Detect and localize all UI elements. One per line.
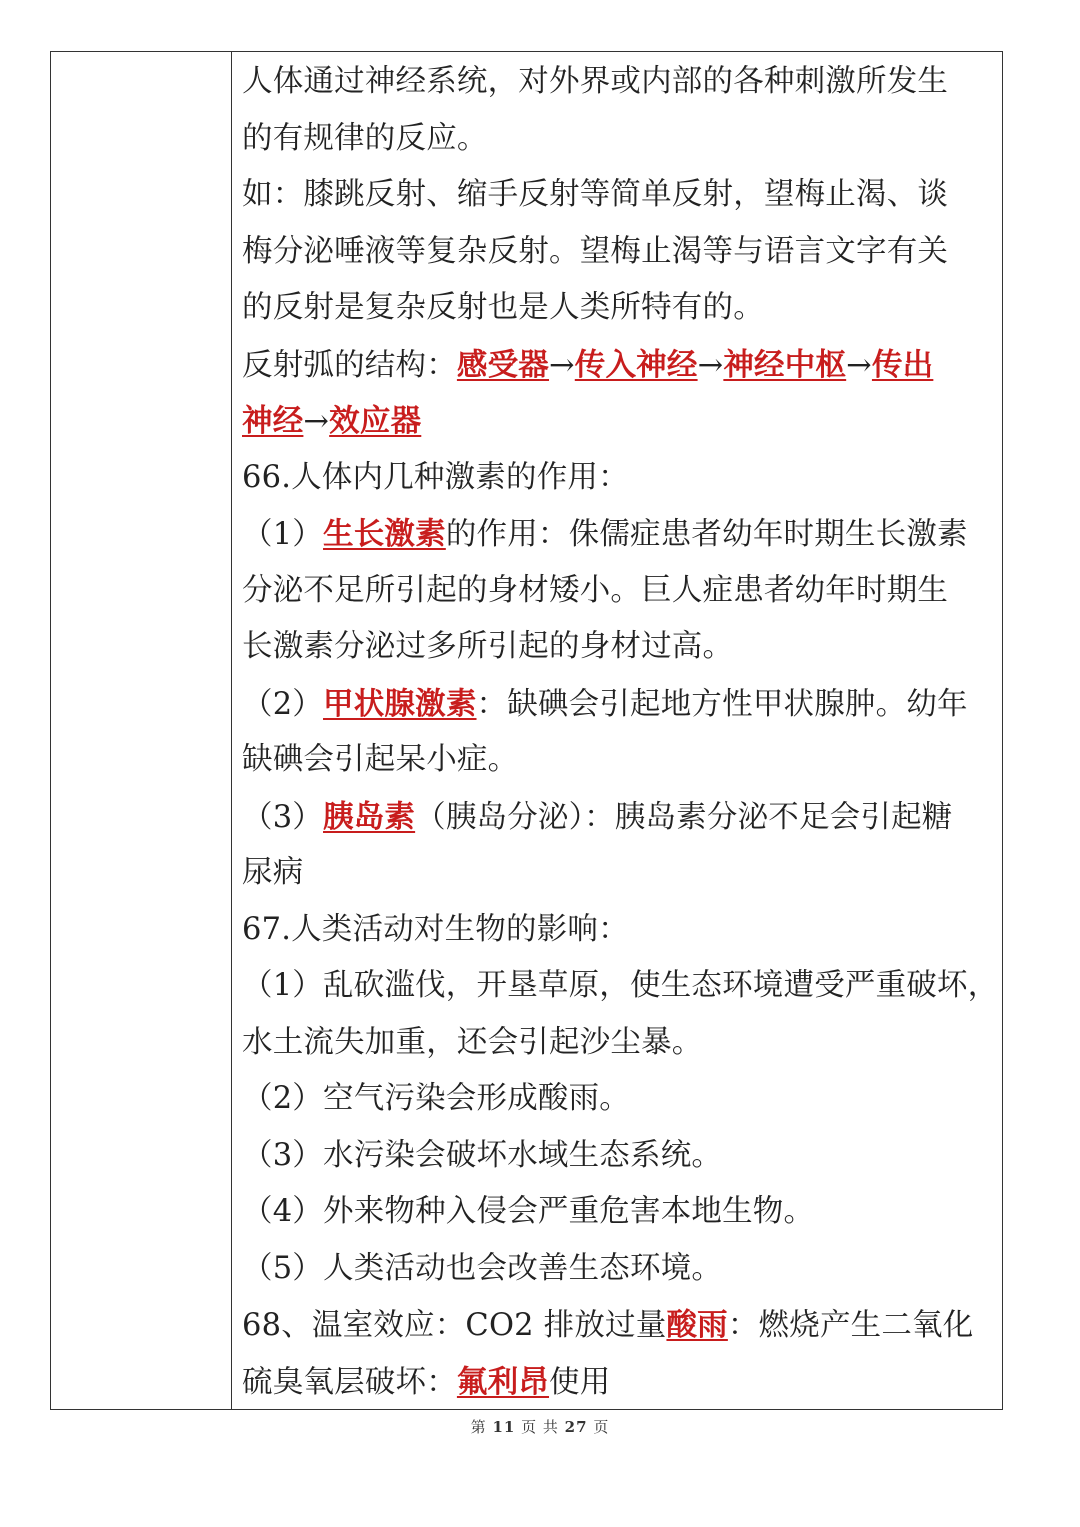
page-table — [50, 51, 1003, 1410]
left-column-empty — [51, 52, 232, 1409]
text-segment: 的反射是复杂反射也是人类所特有的。 — [242, 290, 764, 325]
page-footer — [0, 1416, 1080, 1437]
text-segment: → — [303, 404, 330, 439]
content-cell — [242, 52, 998, 1410]
text-segment: ：燃烧产生二氧化 — [727, 1308, 974, 1343]
text-segment: （2） — [242, 686, 324, 722]
text-line — [242, 563, 998, 620]
text-segment: 使用 — [549, 1364, 611, 1400]
footer-current-page: 11 — [492, 1418, 516, 1436]
text-segment: 缺碘会引起呆小症。 — [242, 742, 519, 777]
footer-total-pages: 27 — [564, 1418, 588, 1436]
text-segment: ：缺碘会引起地方性甲状腺肿。幼年 — [476, 686, 968, 722]
text-segment: 的有规律的反应。 — [242, 120, 488, 156]
text-segment: → — [549, 347, 575, 383]
text-line — [242, 1354, 998, 1411]
highlighted-term: 传入神经 — [574, 346, 698, 383]
text-segment: 人体通过神经系统，对外界或内部的各种刺激所发生 — [242, 64, 949, 99]
highlighted-term: 感受器 — [456, 346, 550, 383]
highlighted-term: 氟利昂 — [456, 1363, 550, 1400]
text-line — [242, 450, 998, 507]
text-line — [242, 676, 998, 733]
text-line — [242, 1071, 998, 1128]
text-segment: （3） — [242, 799, 324, 835]
text-line — [242, 224, 998, 281]
text-line — [242, 506, 998, 563]
highlighted-term: 效应器 — [329, 403, 422, 439]
text-line — [242, 1241, 998, 1298]
text-segment: 分泌不足所引起的身材矮小。巨人症患者幼年时期生 — [242, 572, 949, 608]
text-segment: （3）水污染会破坏水域生态系统。 — [242, 1137, 723, 1173]
text-segment: 长激素分泌过多所引起的身材过高。 — [242, 629, 734, 664]
footer-middle: 页 共 — [521, 1418, 559, 1436]
text-line — [242, 789, 998, 846]
text-line — [242, 845, 998, 902]
text-segment: 如：膝跳反射、缩手反射等简单反射，望梅止渴、谈 — [242, 177, 949, 212]
text-line — [242, 619, 998, 676]
text-segment: → — [846, 347, 872, 383]
text-segment: （1） — [242, 517, 324, 552]
text-segment: 的作用：侏儒症患者幼年时期生长激素 — [445, 517, 968, 552]
text-segment: 尿病 — [242, 855, 304, 890]
highlighted-term: 酸雨 — [666, 1307, 728, 1343]
highlighted-term: 神经中枢 — [723, 346, 847, 383]
text-segment: （1）乱砍滥伐，开垦草原，使生态环境遭受严重破坏， — [242, 968, 999, 1003]
text-segment: 硫臭氧层破坏： — [242, 1364, 457, 1400]
text-line — [242, 54, 998, 111]
highlighted-term: 甲状腺激素 — [323, 685, 477, 722]
text-line — [242, 1015, 998, 1072]
text-line — [242, 280, 998, 337]
text-line — [242, 167, 998, 224]
highlighted-term: 神经 — [242, 403, 304, 439]
text-line — [242, 902, 998, 959]
footer-prefix: 第 — [470, 1418, 487, 1436]
text-segment: 梅分泌唾液等复杂反射。望梅止渴等与语言文字有关 — [242, 233, 949, 269]
text-line — [242, 1297, 998, 1354]
text-line — [242, 958, 998, 1015]
text-line — [242, 1184, 998, 1241]
text-line — [242, 337, 998, 394]
text-segment: （5）人类活动也会改善生态环境。 — [242, 1250, 723, 1286]
text-segment: 68、温室效应：CO2 排放过量 — [242, 1308, 667, 1343]
text-line — [242, 732, 998, 789]
text-line — [242, 1128, 998, 1185]
highlighted-term: 胰岛素 — [323, 798, 416, 835]
text-segment: （4）外来物种入侵会严重危害本地生物。 — [242, 1194, 815, 1229]
text-segment: （2）空气污染会形成酸雨。 — [242, 1081, 631, 1116]
text-segment: → — [697, 347, 724, 383]
footer-suffix: 页 — [593, 1418, 610, 1436]
highlighted-term: 生长激素 — [323, 516, 446, 552]
text-segment: 67.人类活动对生物的影响： — [242, 911, 629, 947]
text-line — [242, 393, 998, 450]
text-segment: 水土流失加重，还会引起沙尘暴。 — [242, 1024, 703, 1060]
text-segment: 66.人体内几种激素的作用： — [242, 459, 629, 495]
highlighted-term: 传出 — [871, 346, 934, 383]
text-segment: （胰岛分泌）：胰岛素分泌不足会引起糖 — [415, 799, 953, 835]
text-line — [242, 111, 998, 168]
text-segment: 反射弧的结构： — [242, 347, 457, 383]
